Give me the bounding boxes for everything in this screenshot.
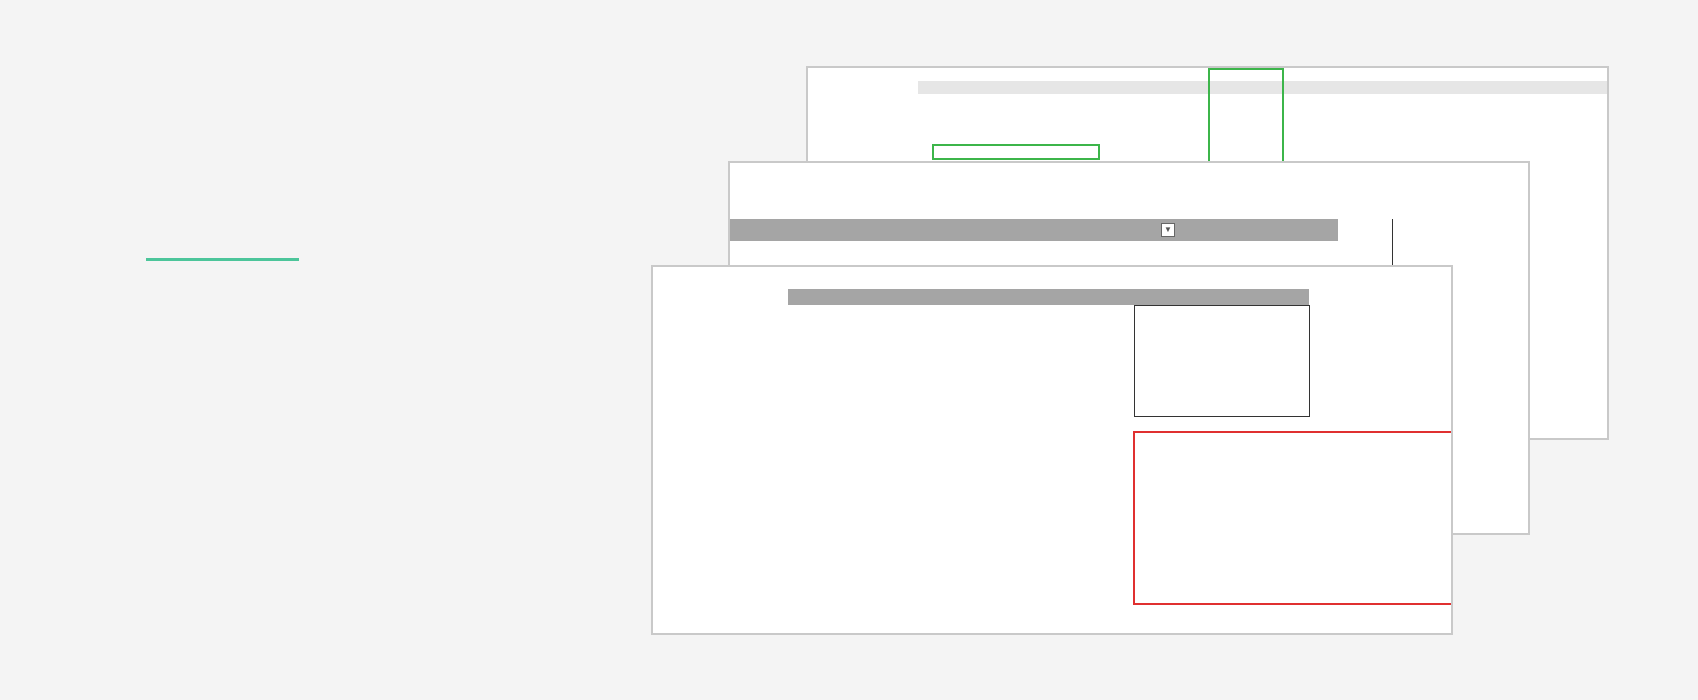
categories-header — [730, 219, 1338, 241]
accent-divider — [146, 258, 299, 261]
survey-sheet — [651, 265, 1453, 635]
side-table-border — [1392, 219, 1393, 269]
reasons-chart — [1133, 431, 1453, 605]
reasons-legend-box — [1134, 305, 1310, 417]
unique-pageviews-highlight — [1208, 68, 1284, 167]
reasons-bar-chart — [1135, 433, 1449, 599]
mychart-path-highlight[interactable] — [932, 144, 1100, 160]
survey-table-title — [788, 289, 1309, 305]
filter-dropdown-icon[interactable]: ▼ — [1161, 223, 1175, 237]
